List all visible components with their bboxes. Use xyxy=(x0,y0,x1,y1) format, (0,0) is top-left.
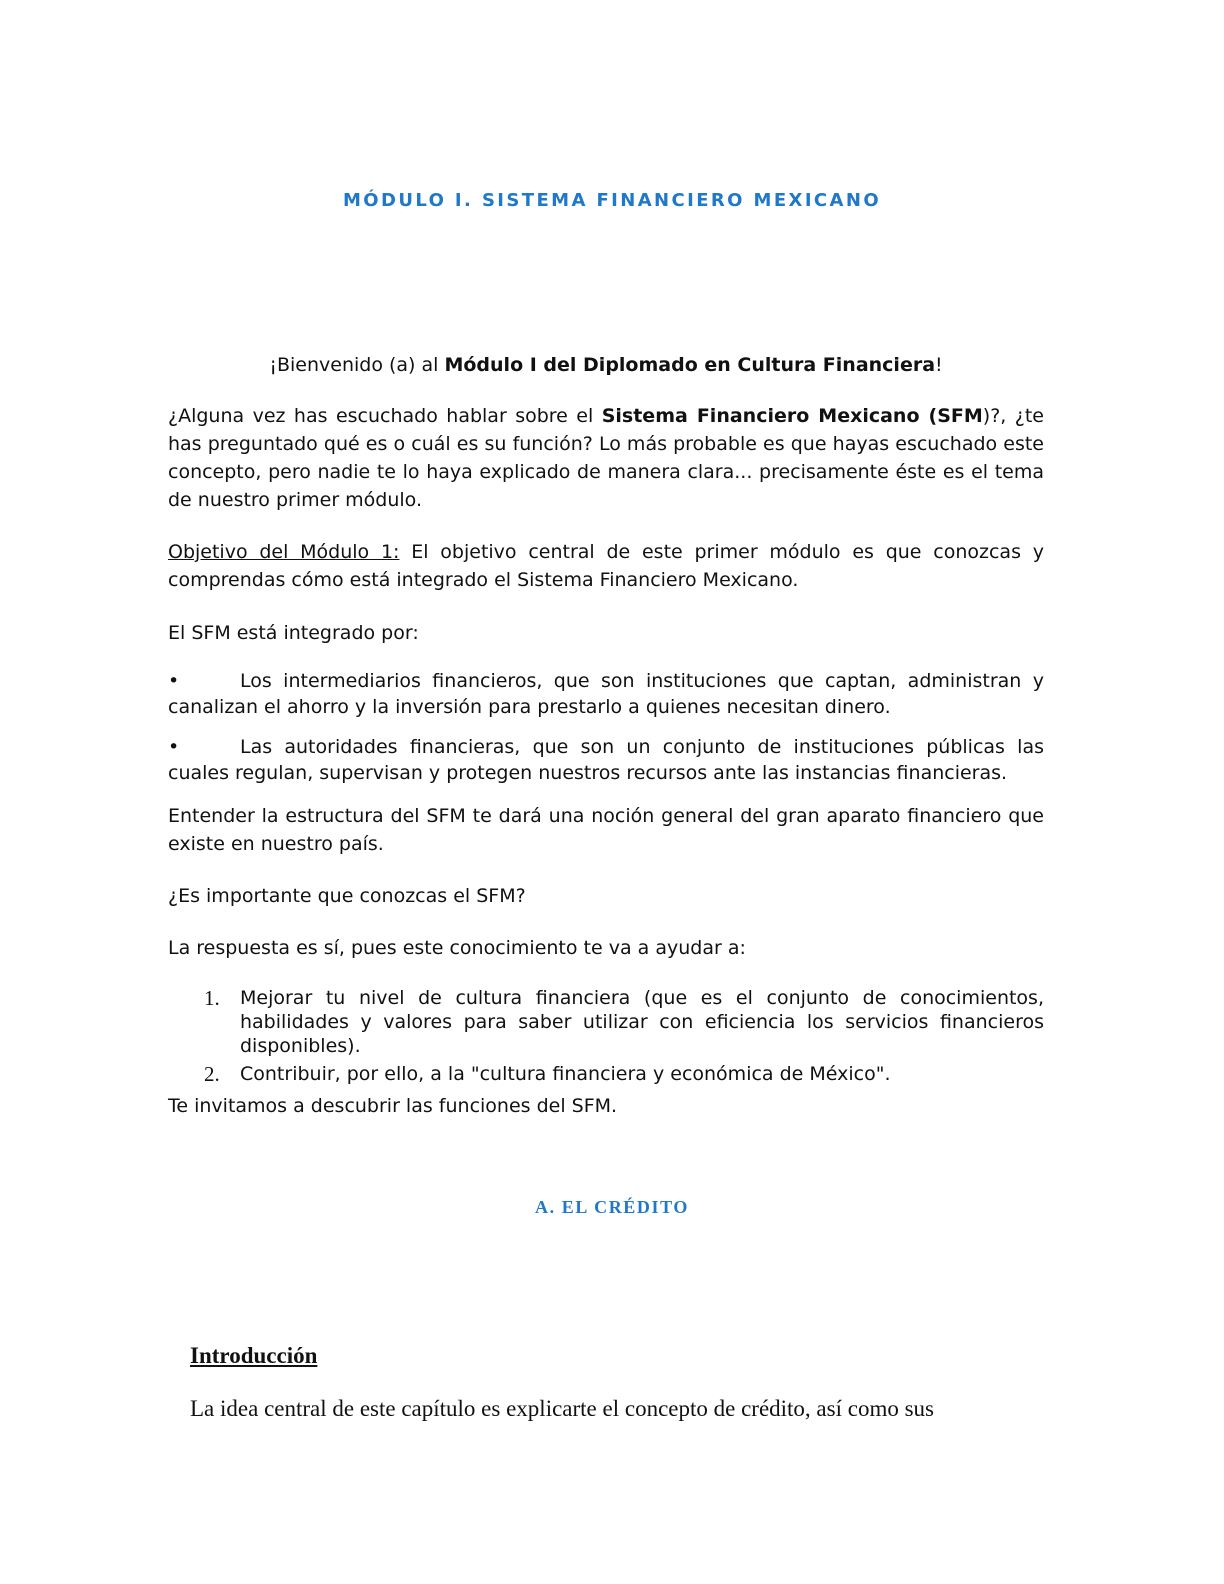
intro-paragraph xyxy=(168,402,1044,514)
welcome-post: ! xyxy=(935,354,943,376)
bullet-marker: • xyxy=(168,736,180,758)
integrated-by: El SFM está integrado por: xyxy=(168,622,419,644)
objective-text: El objetivo central de este primer módulo es que conozcas y comprendas cómo está integrado el Sistema Financiero Mexicano. xyxy=(168,541,1044,591)
intro-heading: Introducción xyxy=(190,1343,318,1368)
intro-bold: Sistema Financiero Mexicano (SFM xyxy=(601,405,983,427)
objective-label: Objetivo del Módulo 1: xyxy=(168,541,400,563)
welcome-pre: ¡Bienvenido (a) al xyxy=(269,354,445,376)
bullet-text: Los intermediarios financieros, que son instituciones que captan, administran y canalizan el ahorro y la inversión para prestarlo a quienes necesitan dinero. xyxy=(168,670,1044,718)
intro-text: La idea central de este capítulo es explicarte el concepto de crédito, así como sus xyxy=(190,1396,934,1421)
intro-pre: ¿Alguna vez has escuchado hablar sobre el xyxy=(168,405,602,427)
invite-line: Te invitamos a descubrir las funciones del SFM. xyxy=(168,1095,618,1117)
bullet-text: Las autoridades financieras, que son un conjunto de instituciones públicas las cuales regulan, supervisan y protegen nuestros recursos ante las instancias financieras. xyxy=(168,736,1044,784)
numbered-text: Mejorar tu nivel de cultura financiera (que es el conjunto de conocimientos, habilidades y valores para saber utilizar con eficiencia los servicios financieros disponibles). xyxy=(240,987,1044,1057)
structure-paragraph: Entender la estructura del SFM te dará una noción general del gran aparato financiero que existe en nuestro país. xyxy=(168,805,1044,855)
number-marker: 1. xyxy=(204,986,220,1010)
number-marker: 2. xyxy=(204,1062,220,1086)
numbered-item xyxy=(200,986,1044,1058)
question-line: ¿Es importante que conozcas el SFM? xyxy=(168,885,526,907)
numbered-item xyxy=(200,1062,1044,1086)
welcome-line xyxy=(168,352,1044,378)
bullet-item xyxy=(168,734,1044,786)
bullet-marker: • xyxy=(168,670,180,692)
objective-paragraph xyxy=(168,538,1044,594)
section-title: A. EL CRÉDITO xyxy=(534,1197,689,1217)
bullet-item xyxy=(168,668,1044,720)
welcome-bold: Módulo I del Diplomado en Cultura Financiera xyxy=(444,354,936,376)
module-title: MÓDULO I. SISTEMA FINANCIERO MEXICANO xyxy=(342,190,882,211)
answer-intro: La respuesta es sí, pues este conocimiento te va a ayudar a: xyxy=(168,937,746,959)
intro-post: )?, ¿te has preguntado qué es o cuál es su función? Lo más probable es que hayas escuchado este concepto, pero nadie te lo haya explicado de manera clara... precisamente éste es el tema de nuestro primer módulo. xyxy=(168,405,1044,511)
numbered-text: Contribuir, por ello, a la "cultura financiera y económica de México". xyxy=(240,1063,891,1085)
